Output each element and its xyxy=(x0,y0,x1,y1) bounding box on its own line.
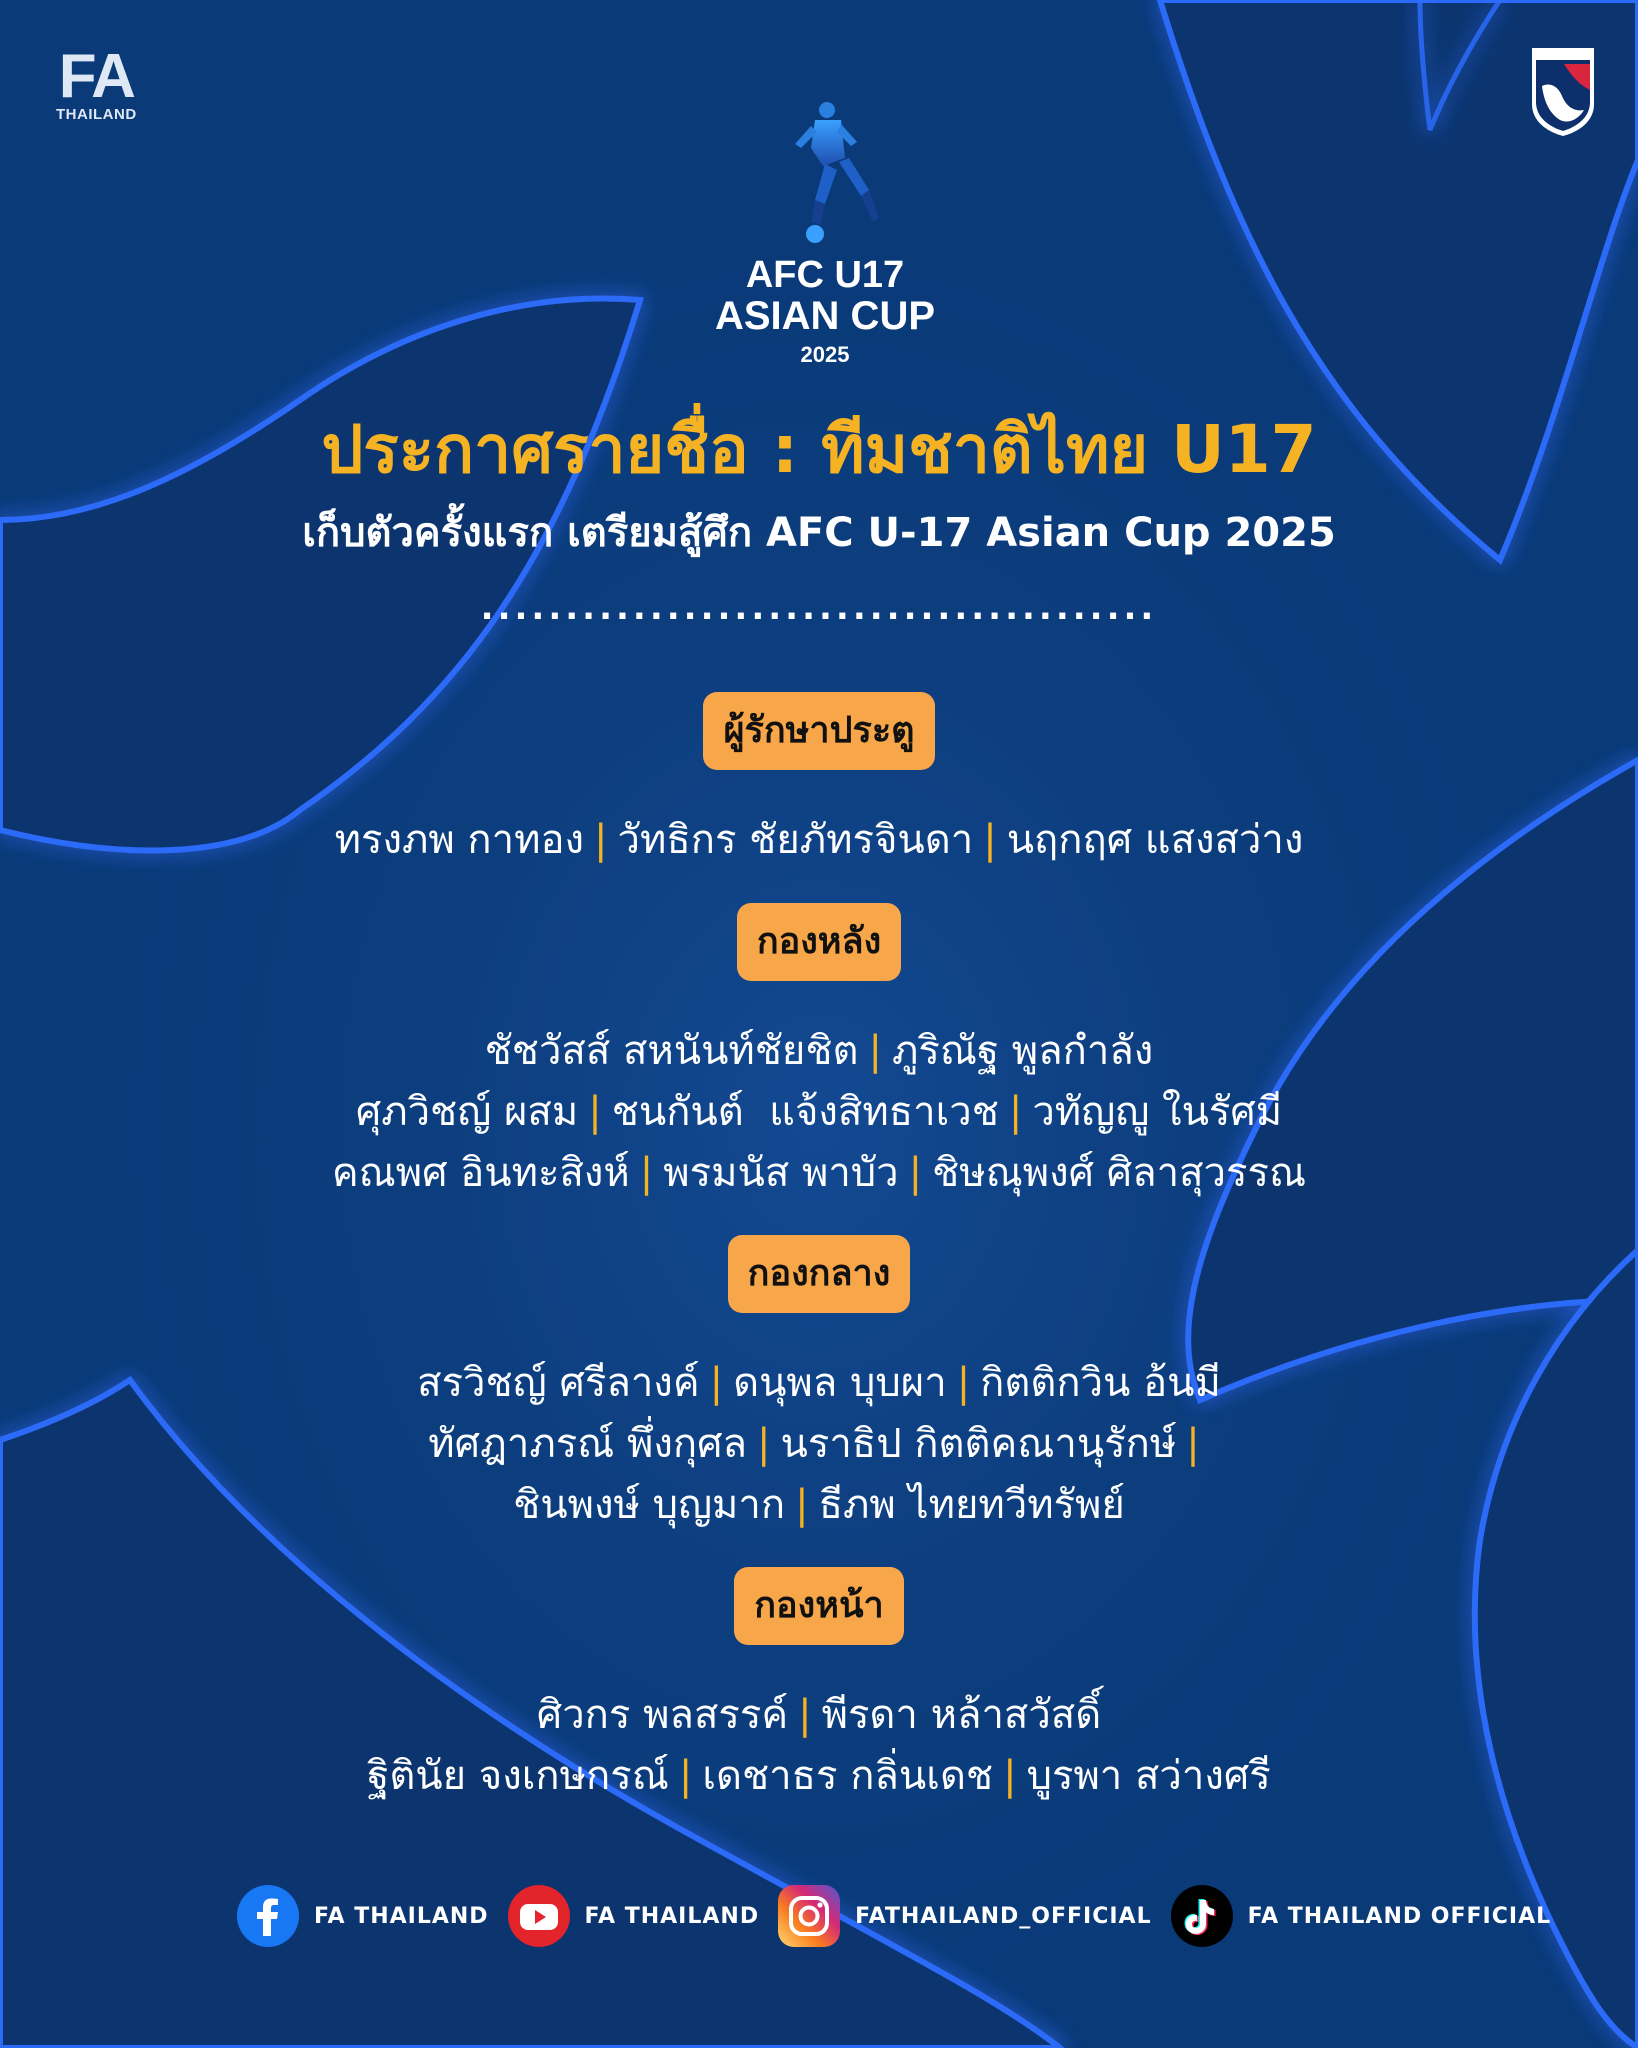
player-name: ศิวกร พลสรรค์ xyxy=(536,1692,789,1738)
social-instagram[interactable] xyxy=(777,1884,1152,1948)
player-name: ภูริณัฐ พูลกำลัง xyxy=(891,1028,1154,1074)
player-name: ธีภพ ไทยทวีทรัพย์ xyxy=(818,1482,1125,1528)
player-name: ทรงภพ กาทอง xyxy=(334,817,585,863)
fa-logo-text: FA xyxy=(58,42,134,111)
player-name: นราธิป กิตติคณานุรักษ์ xyxy=(780,1421,1177,1467)
name-separator: | xyxy=(709,1360,724,1406)
player-name: พรมนัส พาบัว xyxy=(663,1150,899,1196)
name-separator: | xyxy=(594,817,608,863)
name-separator: | xyxy=(868,1028,882,1074)
section-defenders xyxy=(0,903,1638,1204)
name-line xyxy=(0,1353,1638,1414)
name-line xyxy=(0,1082,1638,1143)
player-name: วัทธิกร ชัยภัทรจินดา xyxy=(617,817,974,863)
football-player-icon xyxy=(765,100,885,250)
announcement-subtitle: เก็บตัวครั้งแรก เตรียมสู้ศึก AFC U-17 Asian Cup 2025 xyxy=(302,510,1336,556)
social-tiktok[interactable] xyxy=(1170,1884,1552,1948)
player-name: ชัชวัสส์ สหนันท์ชัยชิต xyxy=(484,1028,859,1074)
player-name: เดชาธร กลิ่นเดช xyxy=(702,1753,994,1799)
player-name: วทัญญู ในรัศมี xyxy=(1032,1089,1283,1135)
player-name: ดนุพล บุบผา xyxy=(733,1360,947,1406)
instagram-label[interactable]: FATHAILAND_OFFICIAL xyxy=(855,1903,1152,1929)
instagram-icon[interactable] xyxy=(777,1884,841,1948)
announcement-title: ประกาศรายชื่อ : ทีมชาติไทย U17 xyxy=(321,411,1317,488)
section-badge: ผู้รักษาประตู xyxy=(703,692,934,770)
name-line xyxy=(0,1475,1638,1536)
event-logo-year: 2025 xyxy=(800,342,850,367)
name-separator: | xyxy=(678,1753,693,1799)
youtube-icon[interactable] xyxy=(507,1884,571,1948)
player-names xyxy=(0,1021,1638,1204)
name-separator: | xyxy=(639,1150,654,1196)
tiktok-label[interactable]: FA THAILAND OFFICIAL xyxy=(1247,1903,1552,1929)
name-line xyxy=(0,1746,1638,1807)
player-name: นฤกฤศ แสงสว่าง xyxy=(1006,817,1304,863)
player-name: ชิษณุพงศ์ ศิลาสุวรรณ xyxy=(932,1150,1307,1196)
name-separator: | xyxy=(956,1360,971,1406)
name-line xyxy=(0,810,1638,871)
thailand-crest-icon xyxy=(1528,46,1598,138)
name-separator: | xyxy=(798,1692,812,1738)
section-goalkeepers xyxy=(0,692,1638,871)
social-youtube[interactable] xyxy=(507,1884,760,1948)
event-logo-line1: AFC U17 xyxy=(745,254,905,296)
dotted-divider: ........................................ xyxy=(480,588,1158,628)
tiktok-icon[interactable] xyxy=(1170,1884,1234,1948)
name-separator: | xyxy=(588,1089,602,1135)
name-separator: | xyxy=(983,817,997,863)
fa-logo-subtext: THAILAND xyxy=(56,106,137,123)
player-name: สรวิชญ์ ศรีลางค์ xyxy=(417,1360,700,1406)
name-separator: | xyxy=(1186,1421,1200,1467)
name-line xyxy=(0,1685,1638,1746)
player-name: พีรดา หล้าสวัสดิ์ xyxy=(821,1692,1102,1738)
name-separator: | xyxy=(908,1150,923,1196)
facebook-label[interactable]: FA THAILAND xyxy=(314,1903,489,1929)
player-name: ทัศฎาภรณ์ พึ่งกุศล xyxy=(428,1421,748,1467)
name-separator: | xyxy=(757,1421,771,1467)
section-midfielders xyxy=(0,1235,1638,1536)
social-facebook[interactable] xyxy=(236,1884,489,1948)
section-badge: กองหลัง xyxy=(737,903,901,981)
section-badge: กองหน้า xyxy=(734,1567,904,1645)
youtube-label[interactable]: FA THAILAND xyxy=(584,1903,760,1929)
name-separator: | xyxy=(795,1482,809,1528)
player-name: บูรพา สว่างศรี xyxy=(1026,1753,1271,1799)
social-links xyxy=(236,1884,1569,1948)
player-names xyxy=(0,1685,1638,1807)
player-names xyxy=(0,1353,1638,1536)
name-separator: | xyxy=(1003,1753,1017,1799)
player-names xyxy=(0,810,1638,871)
facebook-icon[interactable] xyxy=(236,1884,300,1948)
name-line xyxy=(0,1414,1638,1475)
player-name: ชนกันต์ แจ้งสิทธาเวช xyxy=(611,1089,999,1135)
name-line xyxy=(0,1021,1638,1082)
player-name: คณพศ อินทะสิงห์ xyxy=(331,1150,630,1196)
player-name: กิตติกวิน อ้นมี xyxy=(980,1360,1221,1406)
afc-u17-asian-cup-logo xyxy=(690,100,960,380)
player-name: ศุภวิชญ์ ผสม xyxy=(355,1089,579,1135)
name-separator: | xyxy=(1008,1089,1023,1135)
crest-label: THAILAND xyxy=(1537,50,1589,61)
fa-thailand-logo xyxy=(56,42,137,123)
name-line xyxy=(0,1143,1638,1204)
player-name: ชินพงษ์ บุญมาก xyxy=(513,1482,786,1528)
player-name: ฐิตินัย จงเกษกรณ์ xyxy=(367,1753,669,1799)
section-badge: กองกลาง xyxy=(728,1235,911,1313)
section-forwards xyxy=(0,1567,1638,1807)
event-logo-line2: ASIAN CUP xyxy=(714,294,936,338)
